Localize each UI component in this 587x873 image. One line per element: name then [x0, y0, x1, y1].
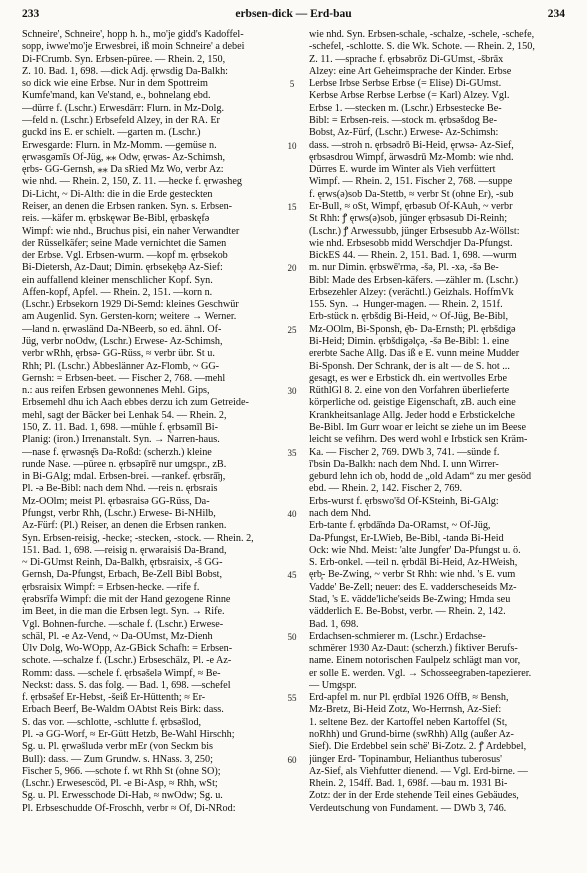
- text-line: wie nhd. Erbsesobb midd Werschdjer Da-Pfungst.: [309, 237, 513, 249]
- text-line: körperliche od. geistige Eigenschaft, zB. auch eine: [309, 397, 516, 409]
- line-number: 25: [287, 324, 297, 335]
- text-line: Lerbse Irbse Serbse Erbse (= Elise) Di-GUmst.: [309, 78, 502, 90]
- text-line: Be-Bibl. Im Gurr woar er leicht se ziehe un im Beese: [309, 422, 526, 433]
- text-line: Rhein. 2, 154ff. Bad. 1, 698f. —bau m. 1931 Bi-: [309, 778, 508, 790]
- text-line: —feld n. (Lschr.) Erbsefeld Alzey, in der RA. Er: [22, 114, 220, 126]
- text-line: mehl, sagt der Bäcker bei Lenhak 54. — Rhein. 2,: [22, 409, 227, 421]
- text-line: Erd-apfel m. nur Pl. ęrdbīəl 1926 OffB, ≈ Bensh,: [309, 692, 509, 704]
- line-number: 40: [287, 508, 297, 519]
- text-line: so dick wie eine Erbse. Nur in dem Spottreim: [22, 78, 208, 90]
- text-line: —nase f. ęrwəsnę̄s Da-Roßd: (scherzh.) kleine: [22, 446, 212, 458]
- text-line: sopp, iwwe'mo'je Erwesbrei, iß moin Schneire' a debei: [22, 41, 245, 53]
- text-line: jünger Erd- 'Topinambur, Helianthus tuberosus': [309, 753, 502, 765]
- text-line: im Beet, in die man die Erbsen legt. Syn. → Rife.: [22, 606, 225, 618]
- text-line: ein auffallend kleiner menschlicher Kopf. Syn.: [22, 274, 213, 286]
- text-line: Erbse 1. —stecken m. (Lschr.) Erbsestecke Be-: [309, 102, 502, 114]
- text-line: ęrwəsgəmīs Of-Jüg, ⁎⁎ Odw, ęrwəs- Az-Schimsh,: [22, 151, 226, 163]
- text-line: Bull): dass. — Zum Grundw. s. HNass. 3, 250;: [22, 753, 213, 765]
- text-line: (Lschr.) Erwesescöd, Pl. -e Bi-Asp, ≈ Rhh, wSt;: [22, 778, 218, 790]
- text-line: St Rhh: ꝭ ęrws(ə)sob, jünger ęrbsəsub Di-Reinh;: [309, 213, 508, 225]
- text-line: Bi-Sponsh. Der Schrank, der is alt — de S. hot ...: [309, 360, 510, 372]
- text-line: Mz-OOlm, Bi-Sponsh, ę̄b- Da-Ernsth; Pl. ęrbšdigə: [309, 323, 516, 335]
- text-line: Verdeutschung von Fundament. — DWb 3, 746.: [309, 802, 507, 814]
- text-line: f. ęrws(ə)sob Da-Stettb, ≈ verbr St (ohne Er), -sub: [309, 188, 514, 200]
- text-line: ęrbsraisix Wimpf: = Erbsen-hecke. —rife f.: [22, 581, 200, 593]
- line-number: 30: [287, 386, 297, 397]
- text-line: Dürres E. wurde im Winter als Vieh verfüttert: [309, 164, 496, 176]
- text-line: Erbach Beerf, Be-Waldm OAbtst Reis Birk: dass.: [22, 704, 224, 716]
- text-line: Ock: wie Nhd. Meist: 'alte Jungfer' Da-Pfungst u. ö.: [309, 544, 521, 556]
- text-line: ęrb̥- Be-Zwing, ~ verbr St Rhh: wie nhd. 's E. vum: [309, 569, 516, 581]
- text-line: reis. —käfer m. ęrbskęwər Be-Bibl, ęrbəskęfə: [22, 213, 210, 225]
- text-line: Kerbse Arbse Rerbse Lerbse (= Karl) Alzey. Vgl.: [309, 90, 510, 102]
- text-line: Erbs-wurst f. ęrbswo'šd Of-KSteinh, Bi-GAlg:: [309, 495, 499, 507]
- text-line: Romm: dass. —schele f. ęrbsəšelə Wimpf, ≈ Be-: [22, 667, 221, 679]
- text-line: vädderlich E. Be-Bobst, verbr. — Rhein. 2, 142.: [309, 606, 506, 618]
- text-line: Schneire', Schneire', hopp h. h., mo'je gidd's Kadoffel-: [22, 29, 244, 40]
- text-line: —land n. ęrwəsländ Da-NBeerb, so ed. ähnl. Of-: [22, 323, 222, 335]
- line-number: 5: [289, 79, 295, 90]
- line-number: 55: [287, 693, 297, 704]
- text-line: geburd lehn ich ob, hodd de „old Adam“ zu mer gesöd: [309, 471, 532, 483]
- text-line: Mz-Bretz, Bi-Heid Zotz, Wo-Herrnsh, Az-Sief:: [309, 704, 502, 716]
- text-line: leicht se vefihrn. Des werd wohl e Irbstick sen Kräm-: [309, 434, 528, 446]
- text-line: Pl. -ə Be-Bibl: nach dem Nhd. —reis n. ęrbsrais: [22, 483, 218, 495]
- text-line: Bad. 1, 698.: [309, 618, 359, 630]
- line-number: 20: [287, 263, 297, 274]
- text-line: nach dem Nhd.: [309, 507, 371, 519]
- text-line: 150, Z. 11. Bad. 1, 698. —mühle f. ęrbsəmīl Bi-: [22, 422, 218, 433]
- text-line: ęrbs- GG-Gernsh, ⁎⁎ Da sRied Mz Wo, verbr Az:: [22, 164, 224, 176]
- text-line: Erb-tante f. ęrbdā̄ndə Da-ORamst, ~ Of-Jüg,: [309, 520, 491, 532]
- text-line: —dürre f. (Lschr.) Erwesdärr: Flurn. in Mz-Dolg.: [22, 102, 224, 114]
- text-line: Z. 11. —sprache f. ęrbsəbrōz Di-GUmst, -šbrāx: [309, 53, 504, 65]
- line-number: 60: [287, 754, 297, 765]
- text-line: ęrəbsrīfə Wimpf: die mit der Hand gezogene Rinne: [22, 593, 231, 605]
- text-line: in Bi-GAlg; mdal. Erbsen-brei. —rankef. ęrbsrā̄ŋ,: [22, 471, 226, 483]
- text-line: Jüg, verbr noOdw, (Lschr.) Erwese- Az-Schimsh,: [22, 336, 223, 348]
- text-line: Gernsh, Da-Pfungst, Erbach, Be-Zell Bibl Bobst,: [22, 569, 223, 581]
- text-line: der Rüsselkäfer; seine Made vernichtet die Samen: [22, 237, 227, 249]
- right-column: [309, 29, 565, 815]
- text-line: schmërer 1930 Az-Daut: (scherzh.) fiktiver Berufs-: [309, 643, 518, 655]
- line-number: 45: [287, 570, 297, 581]
- text-line: Az-Fürf: (Pl.) Reiser, an denen die Erbsen ranken.: [22, 520, 227, 532]
- text-line: Bobst, Az-Fürf, (Lschr.) Erwese- Az-Schimsh:: [309, 127, 499, 139]
- text-line: S. Erb-onkel. —teil n. ęrbdāl Bi-Heid, Az-HWeish,: [309, 557, 518, 569]
- text-line: Wimpf: wie nhd., Bruchus pisi, ein naher Verwandter: [22, 225, 240, 237]
- text-line: Vgl. Bohnen-furche. —schale f. (Lschr.) Erwese-: [22, 618, 224, 630]
- text-line: (Lschr.) Erbsekorn 1929 Di-Semd: kleines Geschwür: [22, 299, 239, 311]
- page-number-left: 233: [22, 8, 40, 20]
- text-line: Bibl: Made des Erbsen-käfers. —zähler m. (Lschr.): [309, 274, 519, 286]
- text-line: Mz-OOlm; meist Pl. ęrbəsraisə GG-Rüss, Da-: [22, 495, 210, 507]
- text-line: S. das vor. —schlotte, -schlutte f. ęrbsəšlod,: [22, 716, 202, 728]
- text-line: Az-Sief, als Viehfutter dienend. — Vgl. Erd-birne. —: [309, 765, 528, 777]
- text-line: Di-Licht, ~ Di-Alth: die in die Erde gesteckten: [22, 188, 213, 200]
- text-line: BickES 44. — Rhein. 2, 151. Bad. 1, 698. —wurm: [309, 250, 517, 262]
- text-line: RüthlGl 8. 2. eine von den Vorfahren überlieferte: [309, 385, 510, 397]
- text-line: Fischer 5, 966. —schote f. wt Rhh St (ohne SO);: [22, 765, 221, 777]
- text-line: wie nhd. — Rhein. 2, 150, Z. 11. —hecke f. ęrwəsheg: [22, 176, 243, 188]
- text-line: der Erbse. Vgl. Erbsen-wurm. —kopf m. ęrbsekob: [22, 250, 228, 262]
- text-line: Pl. -ə GG-Worf, ≈ Er-Gütt Hetzb, Be-Wahl Hirschh;: [22, 729, 235, 741]
- text-line: Ülv Dolg, Wo-WOpp, Az-GBick Schafh: = Erbsen-: [22, 643, 233, 655]
- text-line: Bi-Dietersh, Az-Daut; Dimin. ęrbsekęb̥ə Az-Sief:: [22, 262, 223, 274]
- text-line: 155. Syn. → Hunger-magen. — Rhein. 2, 151f.: [309, 299, 503, 311]
- text-line: runde Nase. —püree n. ęrbsəpīrē nur umgspr., zB.: [22, 458, 227, 470]
- page-number-right: 234: [547, 8, 565, 20]
- text-line: Bibl: = Erbsen-reis. —stock m. ęrbsəšdog Be-: [309, 114, 497, 126]
- text-line: Pl. Erbseschudde Of-Froschh, verbr ≈ Of, Di-NRod:: [22, 802, 236, 814]
- text-line: Erdachsen-schmierer m. (Lschr.) Erdachse-: [309, 630, 486, 642]
- text-line: Z. 10. Bad. 1, 698. —dick Adj. ęrwsdig Da-Balkh:: [22, 65, 228, 77]
- text-line: Affen-kopf, Apfel. — Rhein. 2, 151. —korn n.: [22, 286, 213, 298]
- text-line: Krankheitsanlage Allg. Jeder hodd e Erbstickelche: [309, 409, 515, 421]
- left-column: [22, 29, 278, 815]
- text-line: Erwesgarde: Flurn. in Mz-Momm. —gemüse n.: [22, 139, 217, 151]
- text-line: Sg. u. Pl. Erwesschode Di-Hab, ≈ nwOdw; Sg. u.: [22, 790, 223, 802]
- text-line: ~ Di-GUmst Reinh, Da-Balkh, ęrbsraisix, -š GG-: [22, 557, 223, 569]
- text-line: — Umgspr.: [309, 679, 357, 691]
- text-line: noRhh) und Grund-birne (swRhh) Allg (außer Az-: [309, 729, 514, 741]
- text-line: Bi-Heid; Dimin. ęrbšdigəlçə, -šə Be-Bibl: 1. eine: [309, 336, 510, 348]
- text-line: ebd. — Rhein. 2, 142. Fischer 2, 769.: [309, 483, 463, 495]
- text-line: Stad, 's E. vädde'liche'seids Be-Zwing; Hmda seu: [309, 593, 511, 605]
- line-number: 10: [287, 140, 297, 151]
- text-line: ererbte Sache Allg. Das iß e E. vunn meine Mudder: [309, 348, 520, 360]
- text-line: Ka. — Fischer 2, 769. DWb 3, 741. —sünde f.: [309, 446, 500, 458]
- text-line: schote. —schalze f. (Lschr.) Erbseschälz, Pl. -e Az-: [22, 655, 232, 667]
- text-line: Erb-stück n. ęrbšdig Bi-Heid, ~ Of-Jüg, Be-Bibl,: [309, 311, 509, 323]
- line-number: 35: [287, 447, 297, 458]
- text-line: Erbsemehl dhu ich Aach ebbes derzu ich zum Getreide-: [22, 397, 249, 409]
- text-line: Gernsh: = Erbsen-beet. — Fischer 2, 768. —mehl: [22, 372, 226, 384]
- text-line: n.: aus reifen Erbsen gewonnenes Mehl. Gips,: [22, 385, 210, 397]
- text-line: Zotz: der in der Erde stehende Teil eines Gebäudes,: [309, 790, 519, 802]
- text-line: ęrbsəsdrou Wimpf, ärwəsdrū Mz-Momb: wie nhd.: [309, 151, 514, 163]
- text-line: Wimpf. — Rhein. 2, 151. Fischer 2, 768. —suppe: [309, 176, 513, 188]
- text-line: Di-FCrumb. Syn. Erbsen-püree. — Rhein. 2, 150,: [22, 53, 226, 65]
- text-line: Vadde' Be-Zell; neuer: des E. vadderscheseids Mz-: [309, 581, 517, 593]
- text-line: 151. Bad. 1, 698. —reisig n. ęrwəraisiś Da-Brand,: [22, 544, 227, 556]
- text-line: Reiser, an denen die Erbsen ranken. Syn. s. Erbsen-: [22, 200, 233, 212]
- text-line: schäl, Pl. -e Az-Vend, ~ Da-OUmst, Mz-Dienh: [22, 630, 213, 642]
- text-line: am Augenlid. Syn. Gersten-korn; weitere → Werner.: [22, 311, 237, 323]
- line-number: 50: [287, 631, 297, 642]
- text-line: gesagt, es wer e Erbstick dh. ein wertvolles Erbe: [309, 372, 508, 384]
- line-number: 15: [287, 201, 297, 212]
- text-line: wie nhd. Syn. Erbsen-schale, -schalze, -schele, -schefe,: [309, 29, 535, 40]
- text-line: Syn. Erbsen-reisig, -hecke; -stecken, -stock. — Rhein. 2,: [22, 532, 254, 544]
- text-line: -schefel, -schlotte. S. die Wk. Schote. — Rhein. 2, 150,: [309, 41, 535, 53]
- text-line: dass. —stroh n. ęrbsədrō Bi-Heid, ęrwsə- Az-Sief,: [309, 139, 514, 151]
- text-line: (Lschr.) ꝭ Arwessubb, jünger Erbsesubb Az-Wöllst:: [309, 225, 520, 237]
- running-header: [22, 8, 565, 24]
- text-line: verbr wRhh, ęrbsə- GG-Rüss, ≈ verbr übr. St u.: [22, 348, 215, 360]
- text-line: m. nur Dimin. ęrbswē'rmə, -šə, Pl. -xə, -šə Be-: [309, 262, 499, 274]
- text-line: Alzey: eine Art Geheimsprache der Kinder. Erbse: [309, 65, 512, 77]
- text-line: Da-Pfungst, Er-LWieb, Be-Bibl, -tandə Bi-Heid: [309, 532, 504, 544]
- header-keywords: erbsen-dick — Erd-bau: [235, 8, 352, 20]
- text-line: Neckst: dass. S. das folg. — Bad. 1, 698. —schefel: [22, 679, 231, 691]
- text-line: Sg. u. Pl. ęrwəšludə verbr mEr (von Seckm bis: [22, 741, 213, 753]
- text-line: 1. seltene Bez. der Kartoffel neben Kartoffel (St,: [309, 716, 508, 728]
- text-line: Erbsezehler Alzey: (verächtl.) Geizhals. HoffmVk: [309, 286, 514, 298]
- text-line: Rhh; Pl. (Lschr.) Äbbeslänner Az-Flomb, ~ GG-: [22, 360, 220, 372]
- text-line: name. Einem notorischen Faulpelz schlägt man vor,: [309, 655, 521, 667]
- text-line: Planig: (iron.) Irrenanstalt. Syn. → Narren-haus.: [22, 434, 220, 446]
- text-line: Sief). Die Erdebbel sein schë' Bi-Zotz. 2. ꝭ Ardebbel,: [309, 741, 527, 753]
- text-line: Er-Bull, ≈ oSt, Wimpf, ęrbəsub Of-KAuh, ~ verbr: [309, 200, 513, 212]
- text-line: Pfungst, verbr Rhh, (Lschr.) Erwese- Bi-NHilb,: [22, 507, 216, 519]
- text-line: er solle E. werden. Vgl. → Schosseegraben-tapezierer.: [309, 667, 532, 679]
- text-line: guckd ins E. er schielt. —garten m. (Lschr.): [22, 127, 201, 139]
- text-line: f. ęrbsəšef Er-Hebst, -šeiß Er-Hüttenth; ≈ Er-: [22, 692, 206, 704]
- text-line: ī'bsin Da-Balkh: nach dem Nhd. I. unn Wirrer-: [309, 458, 499, 470]
- text-line: Kumfe'mand, kan Ve'stand, e., bohnelang ebd.: [22, 90, 211, 102]
